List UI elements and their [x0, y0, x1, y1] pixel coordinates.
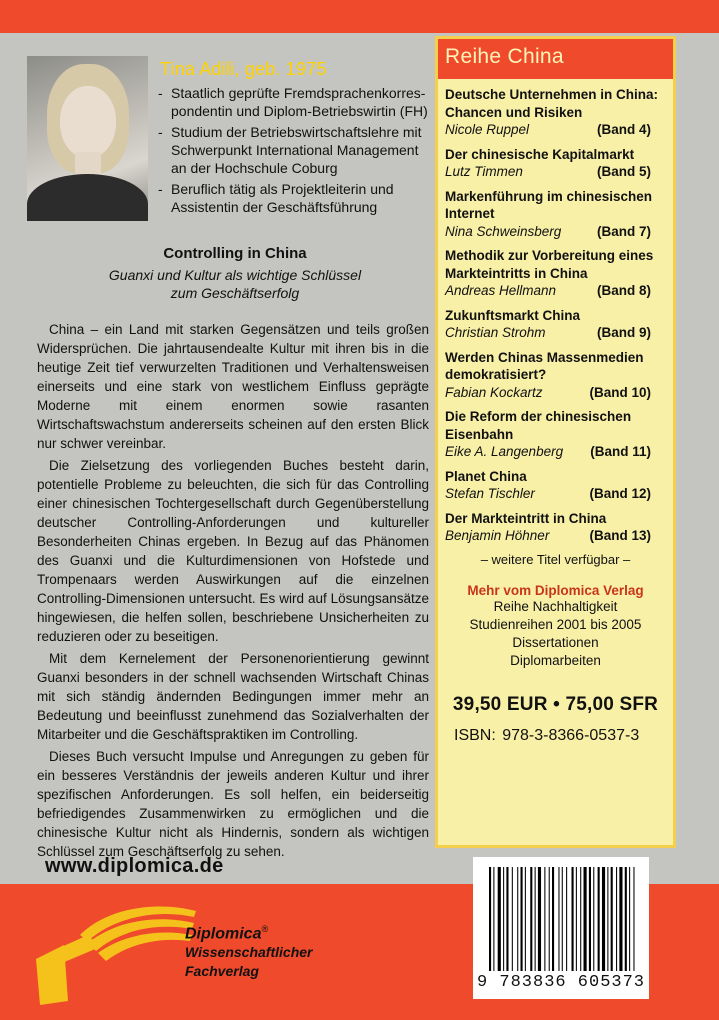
series-author: Eike A. Langenberg — [445, 444, 564, 459]
series-meta — [445, 223, 665, 241]
subtitle-line: Guanxi und Kultur als wichtige Schlüssel — [108, 267, 362, 283]
series-meta — [445, 282, 665, 300]
subtitle-line: zum Geschäftserfolg — [170, 285, 300, 301]
blurb-paragraph: Die Zielsetzung des vorliegenden Buches besteht darin, potentielle Probleme zu beleuchten, die sich für das Controlling einer chinesischen Tochtergesellschaft durch Gegenüberstellung deutscher Controlling-Anforderungen und kultureller Besonderheiten Chinas ergeben. In Bezug auf das Phänomen des Guanxi und die Kulturdimensionen von Hofstede und Trompenaars werden Auswirkungen auf die einzelnen Controlling-Dimensionen untersucht. Es wird auf Lösungsansätze hingewiesen, die helfen sollen, beschriebene Unsicherheiten zu reduzieren oder zu beseitigen. — [37, 458, 429, 644]
series-item — [445, 408, 665, 461]
series-title: Methodik zur Vorbereitung eines Markteintritts in China — [445, 248, 654, 281]
blurb-paragraph: Dieses Buch versucht Impulse und Anregungen zu geben für ein besseres Verständnis der jeweils anderen Kultur und ihrer spezifischen Anforderungen. Es soll helfen, ein beiderseitig befriedigendes Zusammenwirken zu ermöglichen und die chinesische Kultur nicht als Hindernis, sondern als wichtigen Schlüssel zum Geschäftserfolg zu sehen. — [37, 749, 429, 859]
series-author: Benjamin Höhner — [445, 528, 550, 543]
series-author: Christian Strohm — [445, 325, 546, 340]
more-item: Studienreihen 2001 bis 2005 — [469, 616, 642, 632]
more-item: Reihe Nachhaltigkeit — [493, 598, 618, 614]
series-band: (Band 5) — [597, 164, 651, 179]
series-meta — [445, 384, 665, 402]
series-band: (Band 11) — [590, 444, 651, 459]
publisher-name: Diplomica® — [185, 924, 269, 943]
barcode-digits: 9 783836 605373 — [476, 973, 646, 992]
diplomica-logo-icon — [28, 897, 198, 1007]
series-band: (Band 9) — [597, 325, 651, 340]
series-item — [445, 188, 665, 241]
more-from-publisher-heading: Mehr vom Diplomica Verlag — [467, 582, 644, 598]
more-item: Diplomarbeiten — [510, 652, 601, 668]
isbn: ISBN: 978-3-8366-0537-3 — [454, 726, 640, 744]
publisher-subtitle: Wissenschaftlicher Fachverlag — [185, 944, 313, 979]
series-list — [438, 79, 673, 545]
series-item — [445, 307, 665, 342]
series-title: Deutsche Unternehmen in China: Chancen und Risiken — [445, 87, 659, 120]
series-title: Markenführung im chinesischen Internet — [445, 188, 653, 221]
series-item — [445, 247, 665, 300]
blurb-paragraph: Mit dem Kernelement der Personenorientierung gewinnt Guanxi besonders in der schnell wachsenden Wirtschaft Chinas mit sich ständig ändernden Bedingungen immer mehr an Bedeutung und beeinflusst zunehmend das Sozialverhalten der Mitarbeiter und die Geschäftspraktiken im Controlling. — [37, 651, 429, 742]
series-band: (Band 8) — [597, 283, 651, 298]
series-item — [445, 510, 665, 545]
top-red-band — [0, 0, 719, 33]
series-meta — [445, 324, 665, 342]
series-author: Fabian Kockartz — [445, 384, 543, 400]
series-meta — [445, 163, 665, 181]
price: 39,50 EUR • 75,00 SFR — [452, 693, 659, 715]
series-item — [445, 86, 665, 139]
series-title: Der chinesische Kapitalmarkt — [445, 146, 635, 162]
series-author: Lutz Timmen — [445, 164, 523, 179]
blurb-paragraph: China – ein Land mit starken Gegensätzen und teils großen Widersprüchen. Die jahrtausendealte Kultur mit ihren bis in die heutige Zeit tief verwurzelten Traditionen und Verhaltensweisen einerseits und eine stark von westlichem Einfluss geprägte Moderne mit einem enormen sowie rasanten Wirtschaftswachstum andererseits scheinen auf den ersten Blick nur schwer vereinbar. — [37, 322, 429, 451]
series-panel — [435, 36, 676, 848]
author-photo — [27, 56, 148, 221]
series-title: Werden Chinas Massenmedien demokratisiert? — [445, 349, 644, 382]
bio-item: - Staatlich geprüfte Fremdsprachenkorres-pondentin und Diplom-Betriebswirtin (FH) — [158, 84, 430, 120]
series-title: Planet China — [445, 468, 527, 484]
website-link[interactable]: www.diplomica.de — [45, 855, 224, 877]
bio-item: - Beruflich tätig als Projektleiterin und Assistentin der Geschäftsführung — [158, 180, 430, 216]
series-title: Der Markteintritt in China — [445, 510, 607, 526]
series-band: (Band 7) — [597, 223, 651, 239]
book-blurb — [37, 320, 429, 864]
more-item: Dissertationen — [512, 634, 599, 650]
series-author: Andreas Hellmann — [445, 283, 557, 298]
series-band: (Band 4) — [597, 122, 651, 137]
series-author: Nicole Ruppel — [445, 122, 530, 137]
series-band: (Band 13) — [589, 528, 651, 543]
more-titles-note: – weitere Titel verfügbar – — [480, 551, 631, 567]
series-band: (Band 10) — [589, 384, 651, 400]
series-author: Nina Schweinsberg — [445, 223, 562, 239]
series-header: Reihe China — [438, 39, 673, 79]
bio-item: - Studium der Betriebswirtschaftslehre mit Schwerpunkt International Management an der Hochschule Coburg — [158, 123, 430, 177]
book-title: Controlling in China — [163, 245, 307, 262]
series-title: Die Reform der chinesischen Eisenbahn — [445, 409, 632, 442]
series-meta — [445, 443, 665, 461]
series-meta — [445, 527, 665, 545]
book-subtitle — [40, 266, 430, 302]
barcode-bars — [487, 867, 637, 971]
author-name: Tina Adili, geb. 1975 — [160, 59, 327, 79]
series-item — [445, 349, 665, 402]
author-bio — [158, 84, 430, 219]
barcode — [473, 857, 649, 999]
series-band: (Band 12) — [589, 486, 651, 501]
series-meta — [445, 485, 665, 503]
series-author: Stefan Tischler — [445, 486, 535, 501]
more-from-publisher-list — [438, 598, 673, 670]
series-item — [445, 146, 665, 181]
series-title: Zukunftsmarkt China — [445, 307, 581, 323]
series-item — [445, 468, 665, 503]
series-meta — [445, 121, 665, 139]
